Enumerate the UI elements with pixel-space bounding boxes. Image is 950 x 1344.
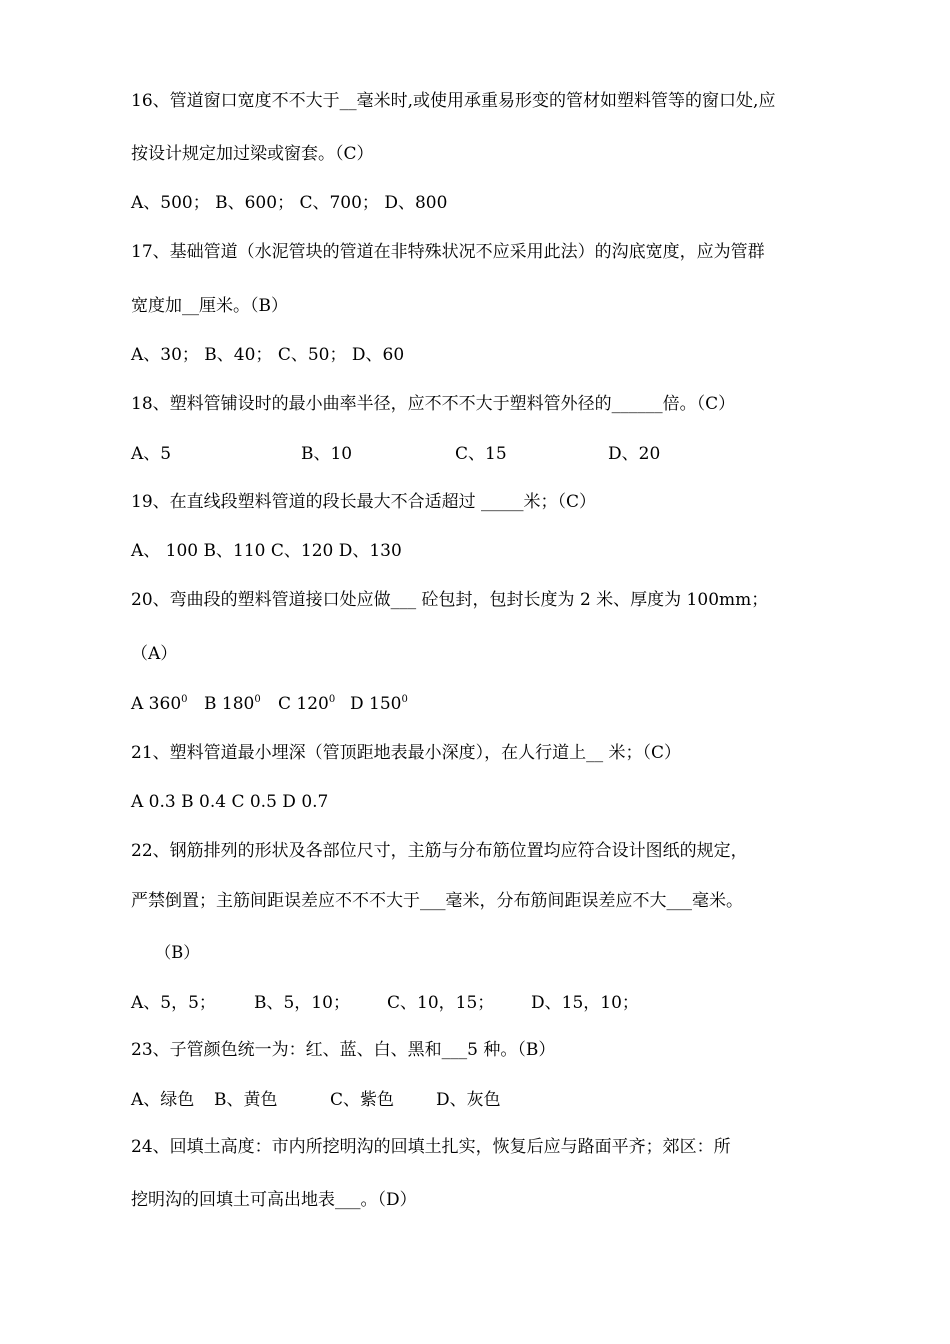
degree-sup-a: 0 <box>181 694 188 705</box>
question-20-answer: （A） <box>131 644 178 664</box>
question-18-text: 18、塑料管铺设时的最小曲率半径，应不不不大于塑料管外径的______倍。（C） <box>131 394 736 414</box>
option-a: A $360^0$ <box>131 694 188 714</box>
option-b: B、5，10； <box>254 993 350 1013</box>
question-22-text: 22、钢筋排列的形状及各部位尺寸，主筋与分布筋位置均应符合设计图纸的规定， <box>131 841 748 861</box>
question-17-options: A、30； B、40； C、50； D、60 <box>131 345 405 365</box>
question-22-answer: （B） <box>155 943 200 962</box>
option-a: A、5，5； <box>131 993 216 1013</box>
question-20-text: 20、弯曲段的塑料管道接口处应做___ 砼包封，包封长度为 2 米、厚度为 100mm； <box>131 590 769 610</box>
degree-sup-b: 0 <box>254 694 261 705</box>
option-d: D、20 <box>608 444 661 464</box>
degree-sup-c: 0 <box>328 694 336 705</box>
question-21-text: 21、塑料管道最小埋深（管顶距地表最小深度），在人行道上__ 米；（C） <box>131 743 682 763</box>
option-b: B、黄色 <box>214 1090 278 1110</box>
option-d: D $150^0$ <box>350 694 408 714</box>
option-c: C、15 <box>455 444 507 464</box>
degree-sup-d: 0 <box>401 694 408 705</box>
question-23-text: 23、子管颜色统一为：红、蓝、白、黑和___5 种。（B） <box>131 1040 556 1060</box>
question-21-options: A 0.3 B 0.4 C 0.5 D 0.7 <box>131 792 329 812</box>
option-c: C、紫色 <box>330 1090 395 1110</box>
option-a: A、5 <box>131 444 172 464</box>
question-24-text-cont: 挖明沟的回填土可高出地表___。（D） <box>131 1190 417 1210</box>
option-d: D、灰色 <box>436 1090 501 1110</box>
question-19-options: A、 100 B、110 C、120 D、130 <box>131 541 402 561</box>
question-24-text: 24、回填土高度：市内所挖明沟的回填土扎实，恢复后应与路面平齐；郊区：所 <box>131 1137 731 1157</box>
option-b: B $180^0$ <box>204 694 261 714</box>
question-16-text-cont: 按设计规定加过梁或窗套。（C） <box>131 144 374 164</box>
question-16-options: A、500； B、600； C、700； D、800 <box>131 193 448 213</box>
option-c: C、10，15； <box>387 993 495 1013</box>
question-22-text-cont: 严禁倒置；主筋间距误差应不不不大于___毫米，分布筋间距误差应不大___毫米。 <box>131 891 743 911</box>
question-17-text: 17、基础管道（水泥管块的管道在非特殊状况不应采用此法）的沟底宽度，应为管群 <box>131 242 765 262</box>
option-d: D、15，10； <box>531 993 639 1013</box>
question-17-text-cont: 宽度加__厘米。（B） <box>131 296 288 316</box>
option-b: B、10 <box>301 444 353 464</box>
question-19-text: 19、在直线段塑料管道的段长最大不合适超过 _____米；（C） <box>131 492 597 512</box>
option-a: A、绿色 <box>131 1090 195 1110</box>
question-16-text: 16、管道窗口宽度不不大于__毫米时,或使用承重易形变的管材如塑料管等的窗口处,应 <box>131 91 776 111</box>
option-c: C $120^0$ <box>278 694 336 714</box>
